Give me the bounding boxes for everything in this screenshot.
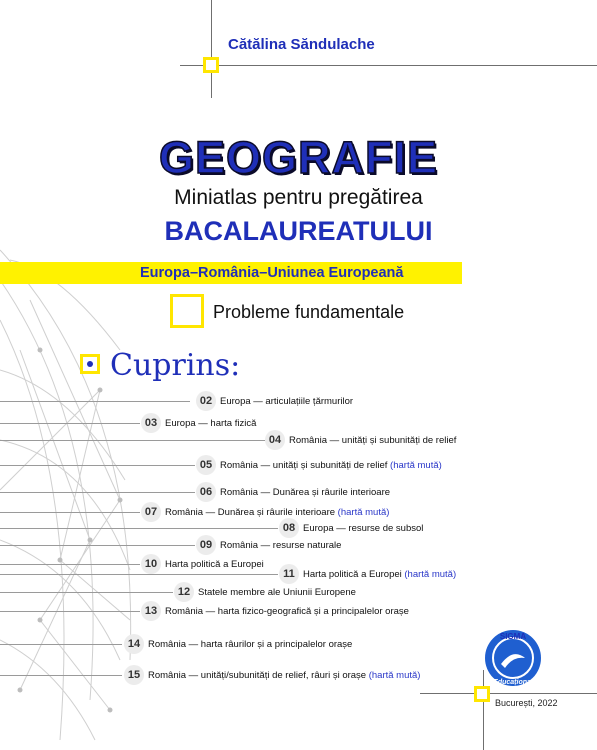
toc-leader-line <box>0 574 278 575</box>
toc-entry <box>196 391 353 411</box>
toc-page-number: 08 <box>279 518 299 538</box>
toc-entry-text: Europa — articulațiile țărmurilor <box>220 396 354 407</box>
toc-page-number: 05 <box>196 455 216 475</box>
toc-entry <box>196 535 341 555</box>
globe-wireframe <box>0 240 140 750</box>
yellow-checkbox-square <box>170 294 204 328</box>
toc-page-number: 11 <box>279 564 299 584</box>
toc-page-number: 15 <box>124 665 144 685</box>
toc-page-number: 02 <box>196 391 216 411</box>
toc-leader-line <box>0 492 195 493</box>
toc-entry <box>196 482 390 502</box>
toc-page-number: 10 <box>141 554 161 574</box>
book-subtitle: Miniatlas pentru pregătirea <box>174 186 423 209</box>
top-yellow-square <box>203 57 219 73</box>
toc-entry-text: România — unități și subunități de relief <box>220 460 388 471</box>
logo-bottom-text: Educațional <box>493 679 533 686</box>
toc-entry-text: România — Dunărea și râurile interioare <box>165 507 336 518</box>
toc-entry-mute-tag: (hartă mută) <box>368 670 421 681</box>
publisher-logo-icon <box>483 628 543 688</box>
top-vertical-rule <box>211 0 212 98</box>
toc-entry-mute-tag: (hartă mută) <box>337 507 390 518</box>
toc-page-number: 03 <box>141 413 161 433</box>
toc-entry <box>141 554 264 574</box>
toc-leader-line <box>0 401 190 402</box>
toc-entry-text: România — resurse naturale <box>220 540 342 551</box>
toc-entry <box>196 455 442 475</box>
toc-entry-text: Europa — resurse de subsol <box>303 523 424 534</box>
toc-entry-text: România — Dunărea și râurile interioare <box>220 487 391 498</box>
toc-entry-mute-tag: (hartă mută) <box>404 569 457 580</box>
toc-page-number: 06 <box>196 482 216 502</box>
band-text: Europa–România–Uniunea Europeană <box>140 265 404 281</box>
bullet-icon <box>80 354 100 374</box>
toc-entry <box>279 564 456 584</box>
exam-title: BACALAUREATULUI <box>164 216 433 246</box>
toc-leader-line <box>0 564 140 565</box>
toc-leader-line <box>0 611 140 612</box>
toc-entry <box>141 413 256 433</box>
toc-entry <box>124 665 420 685</box>
toc-leader-line <box>0 440 265 441</box>
toc-page-number: 04 <box>265 430 285 450</box>
toc-leader-line <box>0 465 195 466</box>
toc-entry-text: România — harta râurilor și a principalelor orașe <box>148 639 353 650</box>
toc-page-number: 09 <box>196 535 216 555</box>
toc-page-number: 14 <box>124 634 144 654</box>
author-name: Cătălina Săndulache <box>228 36 375 53</box>
logo-top-text: SIGMA <box>499 632 527 641</box>
toc-entry-text: Europa — harta fizică <box>165 418 257 429</box>
toc-entry <box>141 601 409 621</box>
toc-entry <box>124 634 352 654</box>
toc-leader-line <box>0 545 195 546</box>
toc-entry-text: Harta politică a Europei <box>165 559 264 570</box>
toc-page-number: 07 <box>141 502 161 522</box>
toc-entry-text: România — unități și subunități de relief <box>289 435 457 446</box>
bottom-horizontal-rule <box>420 693 597 694</box>
toc-leader-line <box>0 423 140 424</box>
toc-entry-mute-tag: (hartă mută) <box>390 460 442 471</box>
toc-leader-line <box>0 528 278 529</box>
toc-entry <box>174 582 356 602</box>
toc-page-number: 13 <box>141 601 161 621</box>
toc-leader-line <box>0 644 122 645</box>
toc-heading: Cuprins: <box>110 348 241 383</box>
toc-entry <box>265 430 456 450</box>
toc-entry-text: Statele membre ale Uniunii Europene <box>198 587 356 598</box>
toc-leader-line <box>0 512 140 513</box>
toc-leader-line <box>0 592 173 593</box>
place-year: București, 2022 <box>495 698 558 708</box>
toc-entry-text: România — unități/subunități de relief, râuri și orașe <box>148 670 367 681</box>
bottom-yellow-square <box>474 686 490 702</box>
toc-entry-text: Harta politică a Europei <box>303 569 402 580</box>
toc-leader-line <box>0 675 122 676</box>
box-label: Probleme fundamentale <box>213 302 405 322</box>
toc-entry-text: România — harta fizico-geografică și a principalelor orașe <box>165 606 409 617</box>
book-title: GEOGRAFIE <box>158 132 439 183</box>
top-horizontal-rule <box>180 65 597 66</box>
toc-page-number: 12 <box>174 582 194 602</box>
